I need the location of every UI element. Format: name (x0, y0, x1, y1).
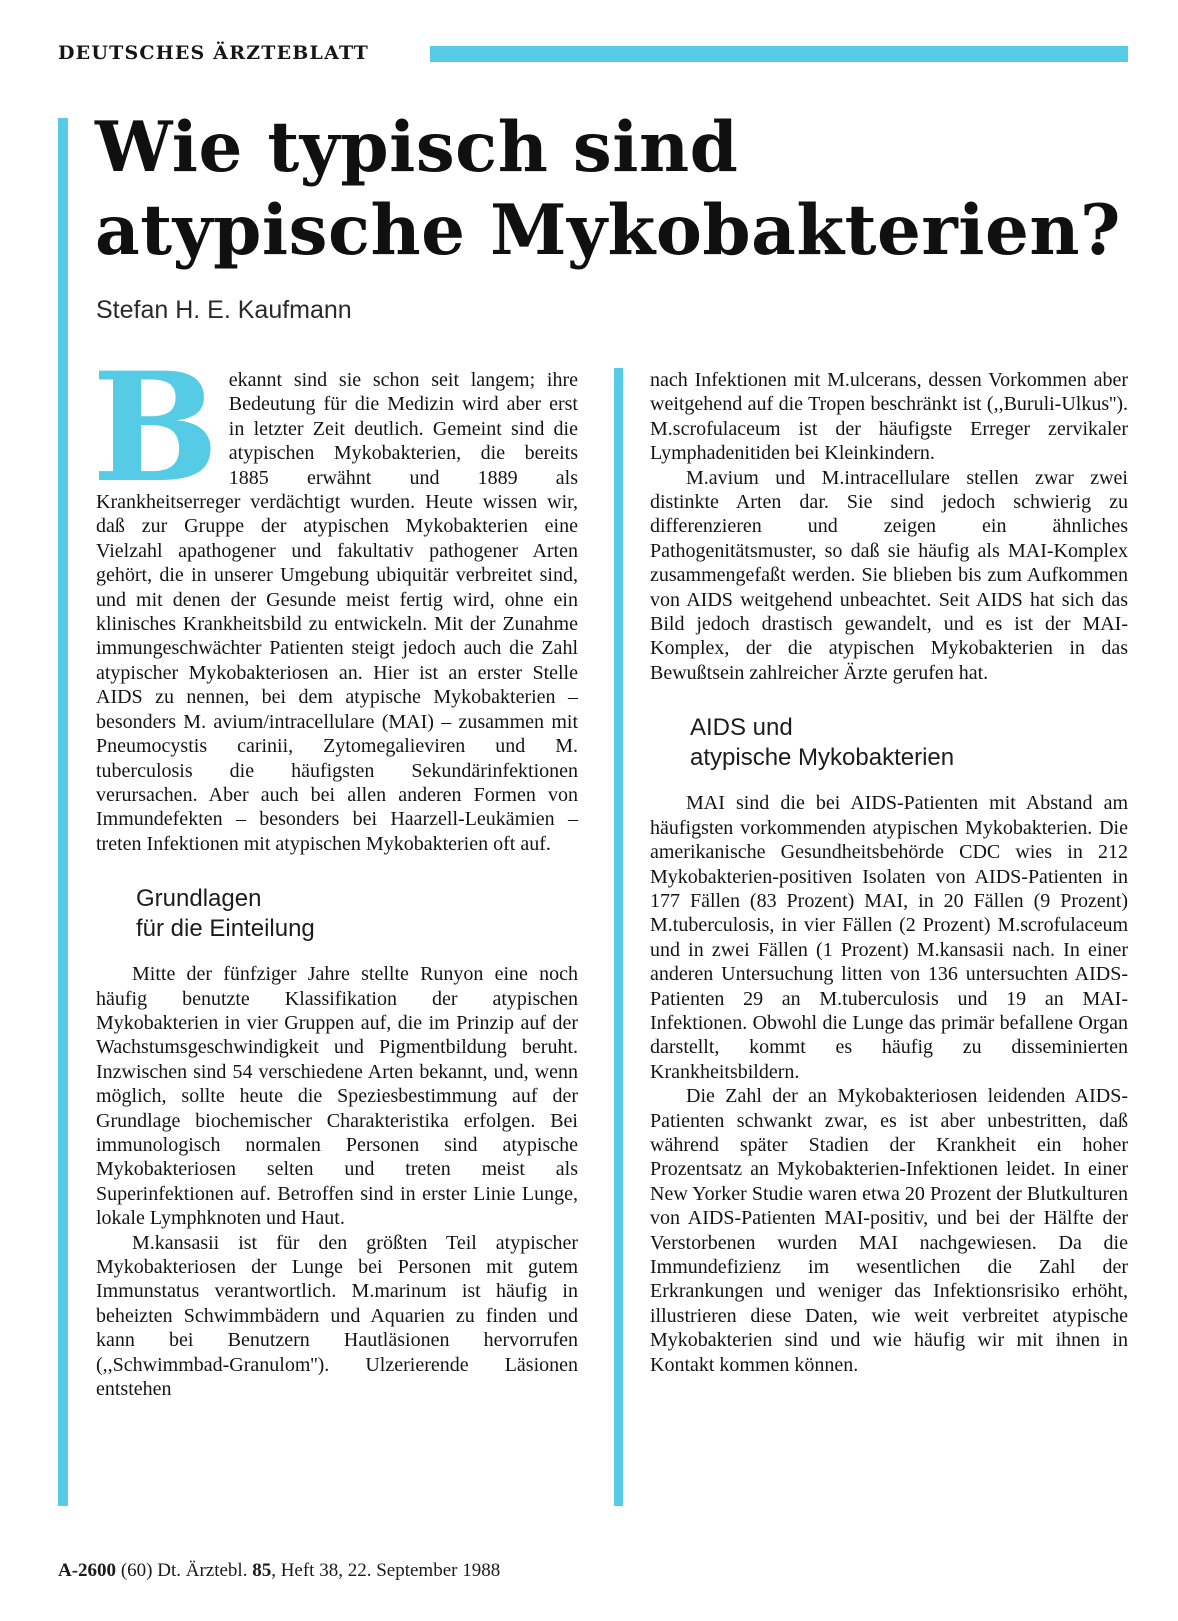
masthead: DEUTSCHES ÄRZTEBLATT (58, 42, 370, 64)
body-paragraph: Mitte der fünfziger Jahre stellte Runyon eine noch häufig benutzte Klassifikation der atypischen Mykobakterien in vier Gruppen auf, die im Prinzip auf der Wachstumsgeschwindigkeit und Pigmentbildung beruht. Inzwischen sind 54 verschiedene Arten bekannt, und, wenn möglich, sollte heute die Speziesbestimmung auf der Grundlage biochemischer Charakteristika erfolgen. Bei immunologisch normalen Personen sind atypische Mykobakteriosen selten und treten meist als Superinfektionen auf. Betroffen sind in erster Linie Lunge, lokale Lymphknoten und Haut. (96, 963, 578, 1230)
page-number: A-2600 (58, 1560, 117, 1581)
subhead-1-line-2: für die Einteilung (136, 915, 315, 943)
journal-citation: (60) Dt. Ärztebl. (120, 1560, 248, 1581)
body-paragraph: Die Zahl der an Mykobakteriosen leidenden AIDS-Patienten schwankt zwar, es ist aber unbestritten, daß während später Stadien der Krankheit ein hoher Prozentsatz an Mykobakterien-Infektionen leidet. In einer New Yorker Studie waren etwa 20 Prozent der Blutkulturen von AIDS-Patienten MAI-positiv, und bei der Hälfte der Verstorbenen wurden MAI nachgewiesen. Da die Immundefizienz im wesentlichen die Zahl der Erkrankungen und weniger das Infektionsrisiko erhöht, illustrieren diese Daten, wie weit verbreitet atypische Mykobakterien sind und wie häufig wir mit ihnen in Kontakt kommen können. (650, 1085, 1128, 1376)
volume-number: 85 (252, 1560, 272, 1581)
intro-text: ekannt sind sie schon seit langem; ihre Bedeutung für die Medizin wird aber erst in letzter Zeit deutlich. Gemeint sind die atypischen Mykobakterien, die bereits 1885 erwähnt und 1889 als Krankheitserreger verdächtigt wurden. Heute wissen wir, daß zur Gruppe der atypischen Mykobakterien eine Vielzahl apathogener und fakultativ pathogener Arten gehört, die in unserer Umgebung ubiquitär verbreitet sind, und mit denen der Gesunde meist fertig wird, ohne ein klinisches Krankheitsbild zu entwickeln. Mit der Zunahme immungeschwächter Patienten steigt jedoch auch die Zahl atypischer Mykobakteriosen an. Hier ist an erster Stelle AIDS zu nennen, bei dem atypische Mykobakterien – besonders M. avium/intracellulare (MAI) – zusammen mit Pneumocystis carinii, Zytomegalieviren und M. tuberculosis die häufigsten Sekundärinfektionen verursachen. Aber auch bei allen anderen Formen von Immundefekten – besonders bei Haarzell-Leukämien – treten Infektionen mit atypischen Mykobakterien oft auf. (96, 369, 578, 855)
body-paragraph: MAI sind die bei AIDS-Patienten mit Abstand am häufigsten vorkommenden atypischen Mykobakterien. Die amerikanische Gesundheitsbehörde CDC wies in 212 Mykobakterien-positiven Isolaten von AIDS-Patienten in 177 Fällen (83 Prozent) MAI, in 20 Fällen (9 Prozent) M.tuberculosis, in vier Fällen (2 Prozent) M.scrofulaceum und in zwei Fällen (1 Prozent) M.kansasii nach. In einer anderen Untersuchung litten von 136 untersuchten AIDS-Patienten 29 an M.tuberculosis und 19 an MAI-Infektionen. Obwohl die Lunge das primär befallene Organ darstellt, kommt es häufig zu disseminierten Krankheitsbildern. (650, 792, 1128, 1083)
body-paragraph: M.avium und M.intracellulare stellen zwar zwei distinkte Arten dar. Sie sind jedoch schwierig zu differenzieren und zeigen ein ähnliches Pathogenitätsmuster, so daß sie häufig als MAI-Komplex zusammengefaßt werden. Sie blieben bis zum Aufkommen von AIDS weitgehend unbeachtet. Seit AIDS hat sich das Bild jedoch drastisch gewandelt, und es ist der MAI-Komplex, der die atypischen Mykobakterien in das Bewußtsein zahlreicher Ärzte gerufen hat. (650, 466, 1128, 684)
body-paragraph: M.kansasii ist für den größten Teil atypischer Mykobakteriosen der Lunge bei Personen mit gutem Immunstatus verantwortlich. M.marinum ist häufig in beheizten Schwimmbädern und Aquarien zu finden und kann bei Benutzern Hautläsionen hervorrufen (,,Schwimmbad-Granulom''). Ulzerierende Läsionen entstehen (96, 1231, 578, 1401)
page-footer (58, 1560, 500, 1582)
body-paragraph: nach Infektionen mit M.ulcerans, dessen Vorkommen aber weitgehend auf die Tropen beschränkt ist (,,Buruli-Ulkus''). M.scrofulaceum ist der häufigste Erreger zervikaler Lymphadenitiden bei Kleinkindern. (650, 369, 1128, 465)
section-heading-grundlagen (136, 884, 578, 944)
column-divider-bar (614, 368, 623, 1506)
title-line-1: Wie typisch sind (95, 107, 739, 188)
right-column (650, 368, 1128, 1377)
drop-cap: B (92, 340, 219, 516)
title-line-2: atypische Mykobakterien? (95, 190, 1121, 271)
left-column (92, 340, 578, 1401)
intro-paragraph (92, 340, 578, 856)
article-title (95, 106, 1145, 272)
subhead-1-line-1: Grundlagen (136, 885, 262, 913)
author-byline: Stefan H. E. Kaufmann (96, 296, 352, 324)
subhead-2-line-1: AIDS und (690, 714, 793, 742)
issue-date: , Heft 38, 22. September 1988 (271, 1560, 501, 1581)
section-heading-aids (690, 713, 1128, 773)
subhead-2-line-2: atypische Mykobakterien (690, 744, 955, 772)
left-accent-bar (58, 118, 68, 1506)
masthead-accent-bar (430, 46, 1128, 62)
